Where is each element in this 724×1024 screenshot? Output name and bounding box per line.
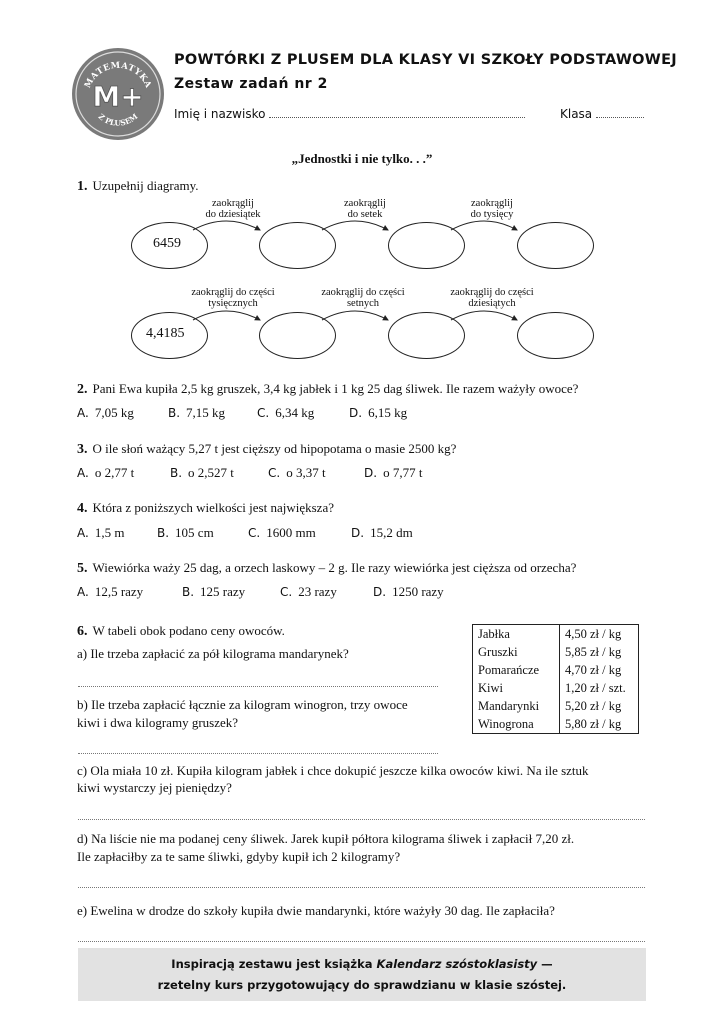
price-value: 4,70 zł / kg xyxy=(560,661,639,679)
diagram-1-arrow-3 xyxy=(451,221,517,230)
task-6d-answer-line[interactable] xyxy=(78,886,645,888)
diagram-2-arrow-2 xyxy=(322,311,388,320)
diagram-2-oval-answer-2[interactable] xyxy=(388,312,465,359)
task-3-option-c[interactable]: C. o 3,37 t xyxy=(268,465,326,480)
task-4-text: Która z poniższych wielkości jest największa? xyxy=(92,500,334,515)
price-fruit-name: Gruszki xyxy=(473,643,560,661)
class-field[interactable] xyxy=(560,107,644,121)
task-6b-question-line-2: kiwi i dwa kilogramy gruszek? xyxy=(77,715,239,730)
logo-text-top: MATEMATYKA xyxy=(82,60,154,90)
task-5-option-d[interactable]: D. 1250 razy xyxy=(373,584,444,599)
diagram-1-label-1: zaokrąglij do dziesiątek xyxy=(205,198,261,220)
task-4-option-c[interactable]: C. 1600 mm xyxy=(248,525,316,540)
diagram-1-oval-answer-2[interactable] xyxy=(388,222,465,269)
task-1-number: 1. xyxy=(77,179,88,194)
task-2-option-d[interactable]: D. 6,15 kg xyxy=(349,405,408,420)
fruit-price-table xyxy=(472,624,639,734)
task-6c-question-line-1: c) Ola miała 10 zł. Kupiła kilogram jabłek i chce dokupić jeszcze kilka owoców kiwi. Na ile sztuk xyxy=(77,763,589,778)
task-6a-question: a) Ile trzeba zapłacić za pół kilograma mandarynek? xyxy=(77,646,349,661)
task-4-number: 4. xyxy=(77,501,88,516)
task-2-option-a[interactable]: A. 7,05 kg xyxy=(77,405,134,420)
logo-mark: M+ xyxy=(92,80,144,113)
task-2-number: 2. xyxy=(77,382,88,397)
diagram-2-oval-answer-1[interactable] xyxy=(259,312,336,359)
price-value: 5,20 zł / kg xyxy=(560,697,639,715)
worksheet-title: POWTÓRKI Z PLUSEM DLA KLASY VI SZKOŁY PODSTAWOWEJ xyxy=(174,52,677,68)
task-6e-question: e) Ewelina w drodze do szkoły kupiła dwie mandarynki, które ważyły 30 dag. Ile zapłaciła? xyxy=(77,903,555,918)
diagram-1-arrow-1 xyxy=(193,221,260,230)
name-blank-line[interactable] xyxy=(269,107,525,118)
price-value: 5,80 zł / kg xyxy=(560,715,639,734)
price-row xyxy=(473,625,639,644)
task-2 xyxy=(77,381,578,398)
price-value: 5,85 zł / kg xyxy=(560,643,639,661)
diagram-2-label-3: zaokrąglij do części dziesiątych xyxy=(450,287,534,309)
task-4-option-b[interactable]: B. 105 cm xyxy=(157,525,214,540)
task-2-option-c[interactable]: C. 6,34 kg xyxy=(257,405,315,420)
task-4 xyxy=(77,500,334,517)
task-6c-answer-line[interactable] xyxy=(78,818,645,820)
price-row xyxy=(473,679,639,697)
task-5-option-a[interactable]: A. 12,5 razy xyxy=(77,584,144,599)
price-fruit-name: Jabłka xyxy=(473,625,560,644)
task-2-option-b[interactable]: B. 7,15 kg xyxy=(168,405,226,420)
footer-book-title: Kalendarz szóstoklasisty xyxy=(376,957,538,971)
task-5-option-b[interactable]: B. 125 razy xyxy=(182,584,246,599)
price-fruit-name: Mandarynki xyxy=(473,697,560,715)
task-4-option-d[interactable]: D. 15,2 dm xyxy=(351,525,413,540)
price-fruit-name: Winogrona xyxy=(473,715,560,734)
diagram-2-arrow-3 xyxy=(451,311,517,320)
diagram-1-start-value: 6459 xyxy=(153,236,181,251)
diagram-2-label-2: zaokrąglij do części setnych xyxy=(321,287,405,309)
logo-matematyka-z-plusem xyxy=(70,46,166,142)
task-3-option-d[interactable]: D. o 7,77 t xyxy=(364,465,423,480)
task-5-option-c[interactable]: C. 23 razy xyxy=(280,584,337,599)
diagram-2-oval-answer-3[interactable] xyxy=(517,312,594,359)
logo-text-bottom: Z PLUSEM xyxy=(96,111,140,128)
diagram-2-start-value: 4,4185 xyxy=(146,326,185,341)
task-3-option-b[interactable]: B. o 2,527 t xyxy=(170,465,234,480)
price-row xyxy=(473,715,639,734)
task-6c-question-line-2: kiwi wystarczy jej pieniędzy? xyxy=(77,780,232,795)
task-6b-answer-line[interactable] xyxy=(78,752,438,754)
diagram-1-oval-answer-1[interactable] xyxy=(259,222,336,269)
task-3-option-a[interactable]: A. o 2,77 t xyxy=(77,465,135,480)
task-6d-question-line-1: d) Na liście nie ma podanej ceny śliwek. Jarek kupił półtora kilograma śliwek i zapłacił 7,20 zł. xyxy=(77,831,575,846)
diagram-1-arrow-2 xyxy=(322,221,388,230)
class-label: Klasa xyxy=(560,107,593,121)
diagram-2-arrow-1 xyxy=(193,311,260,320)
diagram-1-label-3: zaokrąglij do tysięcy xyxy=(470,198,514,220)
price-value: 4,50 zł / kg xyxy=(560,625,639,644)
diagram-2-label-1: zaokrąglij do części tysięcznych xyxy=(191,287,275,309)
task-6a-answer-line[interactable] xyxy=(78,685,438,687)
price-value: 1,20 zł / szt. xyxy=(560,679,639,697)
task-1 xyxy=(77,178,199,195)
price-fruit-name: Kiwi xyxy=(473,679,560,697)
footer-line-2: rzetelny kurs przygotowujący do sprawdzianu w klasie szóstej. xyxy=(157,978,567,992)
name-field[interactable] xyxy=(174,107,525,121)
task-6-number: 6. xyxy=(77,624,88,639)
task-6-intro: W tabeli obok podano ceny owoców. xyxy=(92,623,285,638)
price-row xyxy=(473,643,639,661)
price-row xyxy=(473,661,639,679)
name-label: Imię i nazwisko xyxy=(174,107,266,121)
task-3 xyxy=(77,441,456,458)
class-blank-line[interactable] xyxy=(596,107,644,118)
task-1-text: Uzupełnij diagramy. xyxy=(92,178,199,193)
topic-title: „Jednostki i nie tylko. . .” xyxy=(291,151,433,166)
task-3-number: 3. xyxy=(77,442,88,457)
price-row xyxy=(473,697,639,715)
footer-box xyxy=(78,948,646,1001)
task-6d-question-line-2: Ile zapłaciłby za te same śliwki, gdyby kupił ich 2 kilogramy? xyxy=(77,849,401,864)
worksheet-subtitle: Zestaw zadań nr 2 xyxy=(174,76,328,92)
task-3-text: O ile słoń ważący 5,27 t jest cięższy od hipopotama o masie 2500 kg? xyxy=(92,441,457,456)
diagram-1-oval-answer-3[interactable] xyxy=(517,222,594,269)
task-6 xyxy=(77,623,285,640)
task-5 xyxy=(77,560,576,577)
task-6e-answer-line[interactable] xyxy=(78,940,645,942)
task-5-number: 5. xyxy=(77,561,88,576)
price-fruit-name: Pomarańcze xyxy=(473,661,560,679)
task-5-text: Wiewiórka waży 25 dag, a orzech laskowy – 2 g. Ile razy wiewiórka jest cięższa od orzecha? xyxy=(92,560,577,575)
footer-line-1: Inspiracją zestawu jest książka Kalendarz szóstoklasisty — xyxy=(171,957,553,971)
diagram-1-label-2: zaokrąglij do setek xyxy=(344,198,386,220)
task-4-option-a[interactable]: A. 1,5 m xyxy=(77,525,125,540)
task-2-text: Pani Ewa kupiła 2,5 kg gruszek, 3,4 kg jabłek i 1 kg 25 dag śliwek. Ile razem ważyły owoce? xyxy=(92,381,579,396)
task-6b-question-line-1: b) Ile trzeba zapłacić łącznie za kilogram winogron, trzy owoce xyxy=(77,697,408,712)
